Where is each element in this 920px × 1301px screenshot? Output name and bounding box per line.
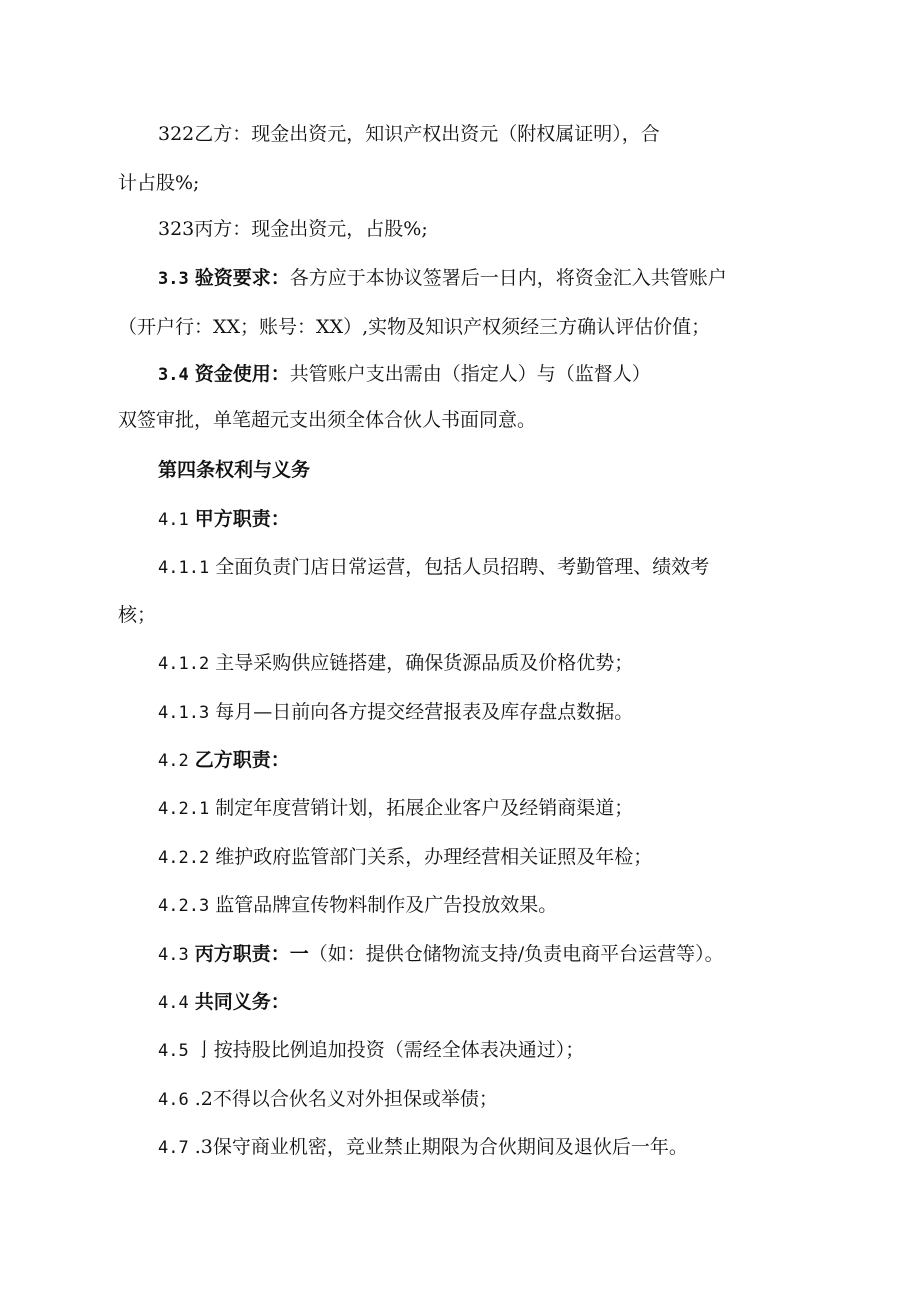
clause-4-2-3: 4.2.3 监管品牌宣传物料制作及广告投放效果。 <box>158 894 558 916</box>
clause-number: 4.5 <box>158 1041 189 1061</box>
clause-4-6: 4.6 .2不得以合伙名义对外担保或举债； <box>158 1088 498 1110</box>
clause-4-1-2: 4.1.2 主导采购供应链搭建，确保货源品质及价格优势； <box>158 652 634 674</box>
clause-number: 4.2 <box>158 751 189 771</box>
clause-heading: 甲方职责： <box>194 508 290 530</box>
clause-4-1-1: 4.1.1 全面负责门店日常运营，包括人员招聘、考勤管理、绩效考 <box>158 556 710 578</box>
clause-number: 4.3 <box>158 945 189 965</box>
clause-number: 4.2.1 <box>158 799 210 819</box>
clause-number: 4.7 <box>158 1138 189 1158</box>
article-4-title: 第四条权利与义务 <box>158 459 311 481</box>
clause-number: 4.2.2 <box>158 848 210 868</box>
clause-number: 4.6 <box>158 1090 189 1110</box>
clause-heading: 乙方职责： <box>194 749 290 771</box>
clause-3-2-2: 322乙方：现金出资元，知识产权出资元（附权属证明），合 <box>158 123 660 145</box>
clause-number: 4.1 <box>158 510 189 530</box>
clause-number: 4.1.1 <box>158 558 210 578</box>
clause-3-3: 3.3 验资要求：各方应于本协议签署后一日内，将资金汇入共管账户 <box>158 267 727 289</box>
clause-number: 3.4 <box>158 365 189 385</box>
clause-4-7: 4.7 .3保守商业机密，竞业禁止期限为合伙期间及退伙后一年。 <box>158 1136 688 1158</box>
clause-4-1 <box>158 507 290 532</box>
clause-4-1-3: 4.1.3 每月—日前向各方提交经营报表及库存盘点数据。 <box>158 701 634 723</box>
clause-heading: 验资要求： <box>194 267 290 289</box>
clause-3-3-cont: （开户行：XX；账号：XX）,实物及知识产权须经三方确认评估价值； <box>118 316 711 338</box>
clause-4-5: 4.5 亅按持股比例追加投资（需经全体表决通过）； <box>158 1039 585 1061</box>
clause-3-2-2-cont: 计占股%; <box>118 172 200 194</box>
clause-heading: 丙方职责：一 <box>194 943 309 965</box>
clause-3-4: 3.4 资金使用：共管账户支出需由（指定人）与（监督人） <box>158 363 651 385</box>
clause-number: 4.4 <box>158 993 189 1013</box>
clause-3-4-cont: 双签审批，单笔超元支出须全体合伙人书面同意。 <box>118 409 537 431</box>
clause-4-3: 4.3 丙方职责：一（如：提供仓储物流支持/负责电商平台运营等）。 <box>158 943 724 965</box>
clause-3-2-3: 323丙方：现金出资元，占股%; <box>158 218 428 240</box>
clause-4-2 <box>158 748 290 773</box>
clause-number: 4.1.2 <box>158 654 210 674</box>
clause-heading: 共同义务： <box>194 991 290 1013</box>
clause-number: 4.2.3 <box>158 896 210 916</box>
clause-number: 3.3 <box>158 269 189 289</box>
clause-number: 4.1.3 <box>158 703 210 723</box>
clause-4-4 <box>158 990 290 1015</box>
clause-4-2-2: 4.2.2 维护政府监管部门关系，办理经营相关证照及年检； <box>158 846 653 868</box>
clause-4-2-1: 4.2.1 制定年度营销计划，拓展企业客户及经销商渠道； <box>158 797 634 819</box>
clause-heading: 资金使用： <box>194 363 290 385</box>
clause-4-1-1-cont: 核； <box>118 604 157 626</box>
